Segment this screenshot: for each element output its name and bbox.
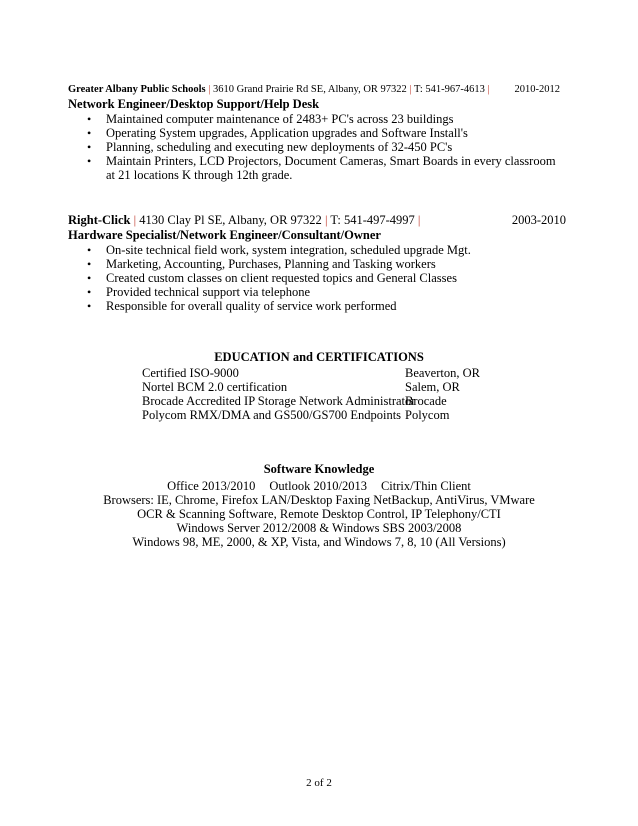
certification-location: Salem, OR [405, 380, 460, 394]
company-phone: T: 541-967-4613 [413, 84, 485, 95]
certification-row [142, 380, 638, 394]
separator: | [324, 213, 328, 227]
software-item: Citrix/Thin Client [380, 479, 471, 493]
job-duties-list [68, 112, 566, 182]
list-item: • Operating System upgrades, Application upgrades and Software Install's [106, 126, 566, 140]
certification-location: Brocade [405, 394, 447, 408]
company-phone: T: 541-497-4997 [330, 213, 415, 227]
certification-row [142, 366, 638, 380]
certification-location: Beaverton, OR [405, 366, 480, 380]
job-duties-list [68, 243, 566, 313]
company-name: Right-Click [68, 213, 131, 227]
job-header [68, 82, 566, 97]
software-line: Windows 98, ME, 2000, & XP, Vista, and Windows 7, 8, 10 (All Versions) [132, 535, 506, 549]
job-years: 2010-2012 [514, 84, 560, 95]
certification-name: Polycom RMX/DMA and GS500/GS700 Endpoints [142, 408, 402, 422]
job-role: Network Engineer/Desktop Support/Help Desk [68, 97, 320, 111]
software-item: Outlook 2010/2013 [269, 479, 367, 493]
software-item: Office 2013/2010 [167, 479, 256, 493]
job-years: 2003-2010 [511, 213, 566, 227]
software-section [0, 462, 638, 549]
company-address: 4130 Clay Pl SE, Albany, OR 97322 [139, 213, 322, 227]
certification-name: Certified ISO-9000 [142, 366, 239, 380]
list-item: • Maintain Printers, LCD Projectors, Document Cameras, Smart Boards in every classroom at 21 locations K through 12th grade. [106, 154, 566, 182]
certification-name: Brocade Accredited IP Storage Network Administrator [142, 394, 416, 408]
company-name: Greater Albany Public Schools [68, 84, 206, 95]
page-number: 2 of 2 [306, 777, 332, 789]
list-item: • Planning, scheduling and executing new deployments of 32-450 PC's [106, 140, 566, 154]
list-item: • Maintained computer maintenance of 2483+ PC's across 23 buildings [106, 112, 566, 126]
software-line: OCR & Scanning Software, Remote Desktop Control, IP Telephony/CTI [137, 507, 501, 521]
section-title: EDUCATION and CERTIFICATIONS [214, 350, 424, 364]
separator: | [133, 213, 137, 227]
section-title: Software Knowledge [263, 462, 375, 476]
separator: | [417, 213, 421, 227]
job-role: Hardware Specialist/Network Engineer/Consultant/Owner [68, 228, 381, 242]
separator: | [409, 84, 412, 95]
separator: | [487, 84, 490, 95]
list-item: • Marketing, Accounting, Purchases, Planning and Tasking workers [106, 257, 566, 271]
job-entry-right-click [68, 213, 566, 313]
separator: | [208, 84, 211, 95]
certification-row [142, 408, 638, 422]
software-line: Windows Server 2012/2008 & Windows SBS 2003/2008 [176, 521, 462, 535]
company-address: 3610 Grand Prairie Rd SE, Albany, OR 97322 [212, 84, 407, 95]
certification-row [142, 394, 638, 408]
certification-list [142, 366, 638, 422]
job-entry-greater-albany [68, 82, 566, 182]
software-list [0, 479, 638, 549]
list-item: • Responsible for overall quality of service work performed [106, 299, 566, 313]
software-line: Browsers: IE, Chrome, Firefox LAN/Desktop Faxing NetBackup, AntiVirus, VMware [103, 493, 535, 507]
job-header [68, 213, 566, 228]
software-line [0, 479, 638, 493]
certification-location: Polycom [405, 408, 450, 422]
list-item: • Provided technical support via telephone [106, 285, 566, 299]
list-item: • On-site technical field work, system integration, scheduled upgrade Mgt. [106, 243, 566, 257]
list-item: • Created custom classes on client requested topics and General Classes [106, 271, 566, 285]
education-section [0, 350, 638, 422]
certification-name: Nortel BCM 2.0 certification [142, 380, 288, 394]
